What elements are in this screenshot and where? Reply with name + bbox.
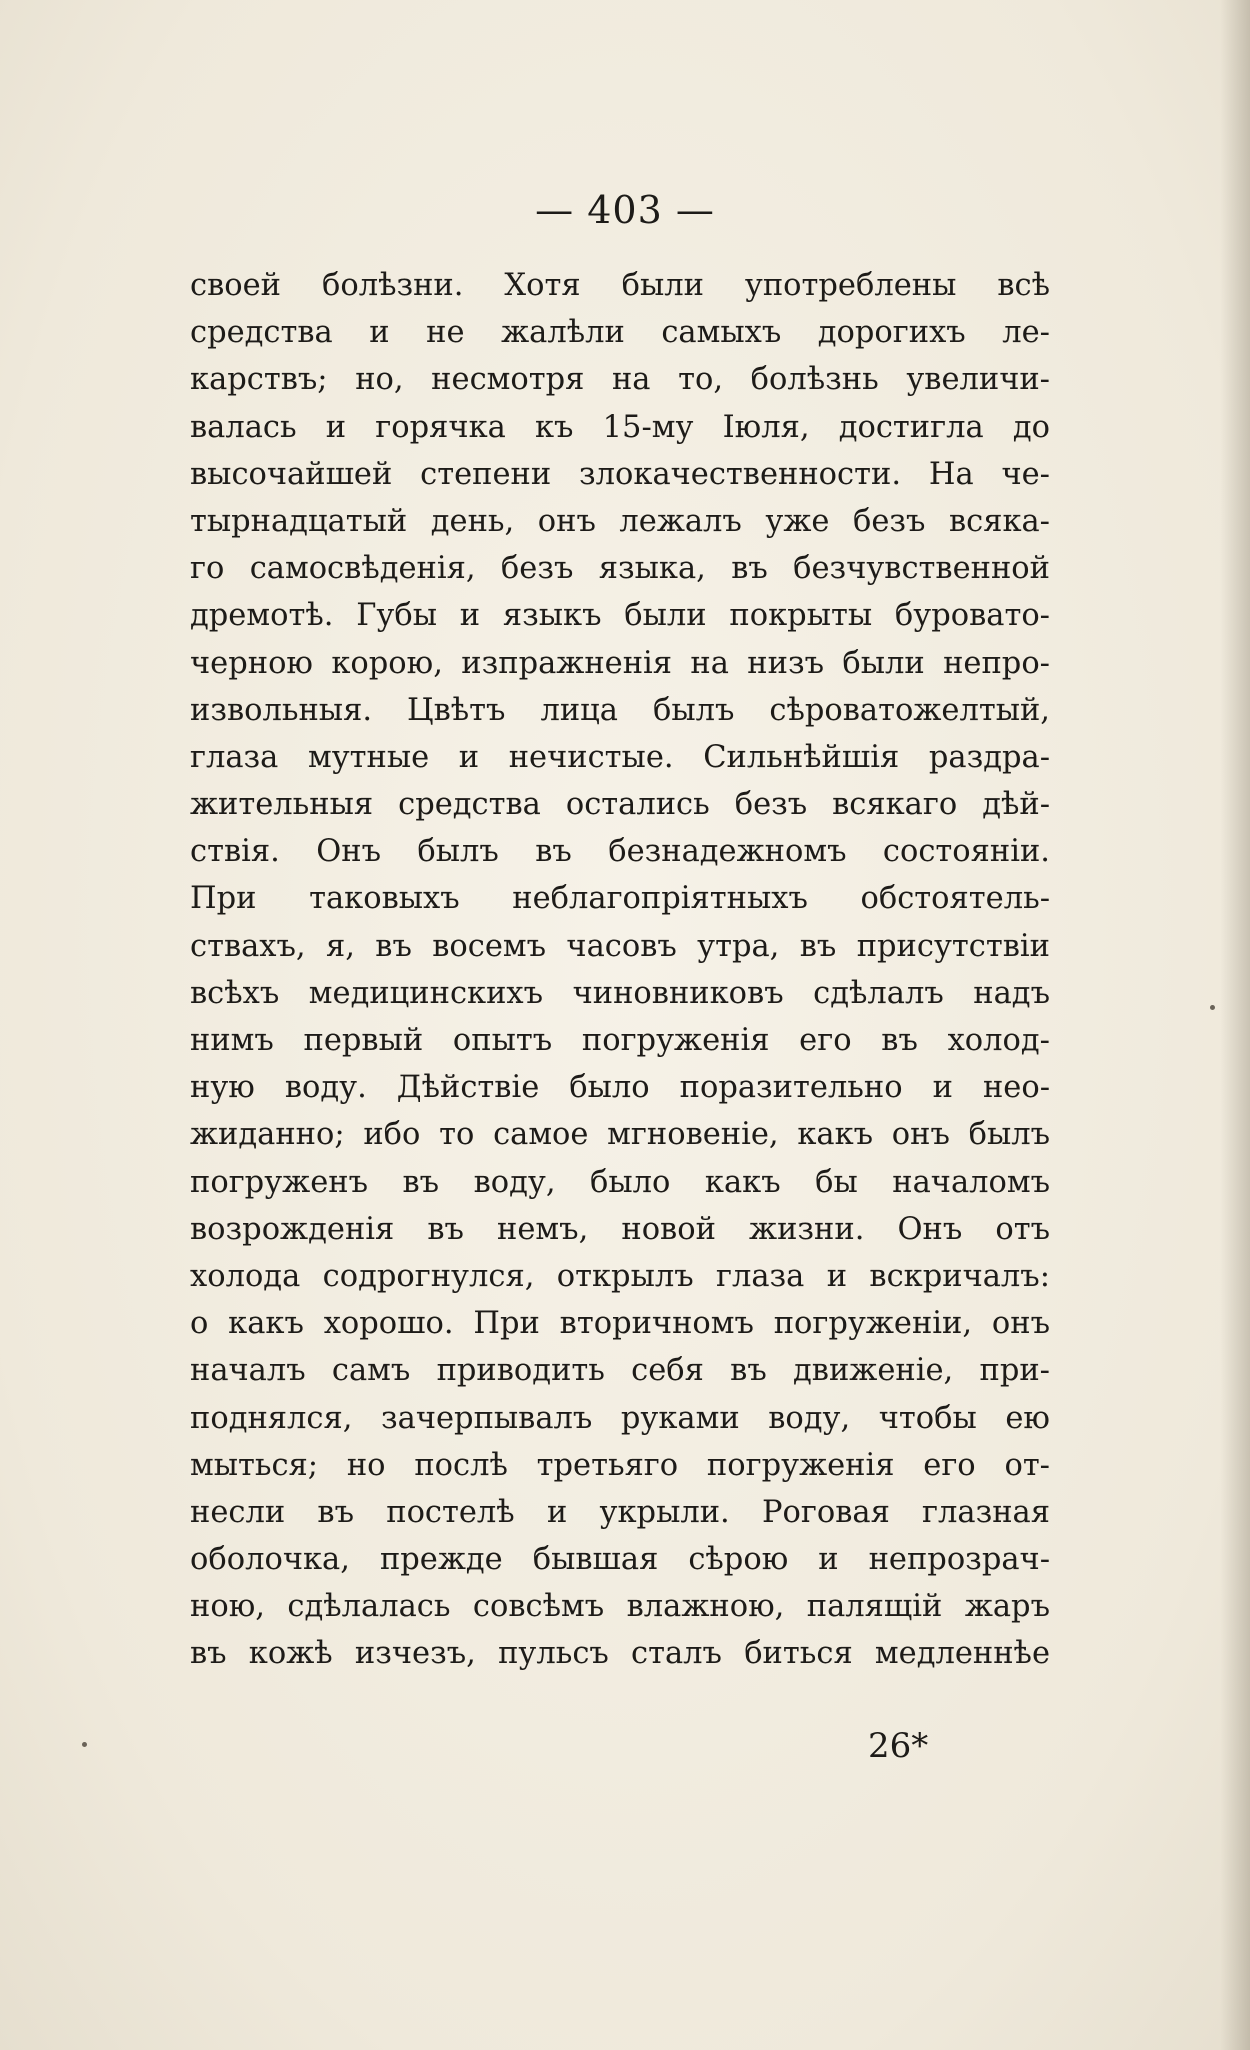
text-line: ствахъ, я, въ восемъ часовъ утра, въ присутствіи — [190, 928, 1050, 964]
text-line: оболочка, прежде бывшая сѣрою и непрозрач- — [190, 1542, 1050, 1578]
body-text — [190, 262, 1050, 1678]
text-line: жительныя средства остались безъ всякаго дѣй- — [190, 787, 1050, 823]
page-number: — 403 — — [535, 188, 715, 232]
text-line: ную воду. Дѣйствіе было поразительно и нео- — [190, 1070, 1050, 1106]
signature-mark: 26* — [868, 1726, 929, 1766]
text-line: поднялся, зачерпывалъ руками воду, чтобы ею — [190, 1400, 1050, 1436]
text-line: погруженъ въ воду, было какъ бы началомъ — [190, 1164, 1050, 1200]
text-line: жиданно; ибо то самое мгновеніе, какъ онъ былъ — [190, 1117, 1050, 1153]
text-line: го самосвѣденія, безъ языка, въ безчувственной — [190, 551, 1050, 587]
text-line: валась и горячка къ 15-му Іюля, достигла до — [190, 409, 1050, 445]
text-line: своей болѣзни. Хотя были употреблены всѣ — [190, 268, 1050, 303]
paper-speck — [82, 1742, 87, 1747]
page-edge-shadow — [1220, 0, 1250, 2050]
paper-speck — [1210, 1005, 1215, 1010]
text-line: тырнадцатый день, онъ лежалъ уже безъ всяка- — [190, 503, 1050, 539]
text-line: несли въ постелѣ и укрыли. Роговая глазная — [190, 1494, 1050, 1530]
text-line: нимъ первый опытъ погруженія его въ холод- — [190, 1023, 1050, 1058]
text-line: въ кожѣ изчезъ, пульсъ сталъ биться медленнѣе — [190, 1636, 1050, 1672]
text-line: карствъ; но, несмотря на то, болѣзнь увеличи- — [190, 362, 1050, 398]
text-line: дремотѣ. Губы и языкъ были покрыты буровато- — [190, 598, 1050, 634]
text-line: ствія. Онъ былъ въ безнадежномъ состояніи. — [190, 834, 1050, 870]
text-line: извольныя. Цвѣтъ лица былъ сѣроватожелтый, — [190, 692, 1050, 728]
text-line: возрожденія въ немъ, новой жизни. Онъ отъ — [190, 1211, 1050, 1247]
text-line: высочайшей степени злокачественности. На че- — [190, 456, 1050, 492]
text-line: средства и не жалѣли самыхъ дорогихъ ле- — [190, 315, 1050, 351]
text-line: мыться; но послѣ третьяго погруженія его от- — [190, 1447, 1050, 1483]
text-line: черною корою, изпражненія на низъ были непро- — [190, 645, 1050, 681]
text-line: глаза мутные и нечистые. Сильнѣйшія раздра- — [190, 739, 1050, 775]
text-line: ною, сдѣлалась совсѣмъ влажною, палящій жаръ — [190, 1589, 1050, 1625]
text-line: о какъ хорошо. При вторичномъ погруженіи, онъ — [190, 1306, 1050, 1342]
text-line: холода содрогнулся, открылъ глаза и вскричалъ: — [190, 1258, 1050, 1294]
text-line: При таковыхъ неблагопріятныхъ обстоятель- — [190, 881, 1050, 917]
text-line: началъ самъ приводить себя въ движеніе, при- — [190, 1353, 1050, 1389]
text-line: всѣхъ медицинскихъ чиновниковъ сдѣлалъ надъ — [190, 975, 1050, 1011]
